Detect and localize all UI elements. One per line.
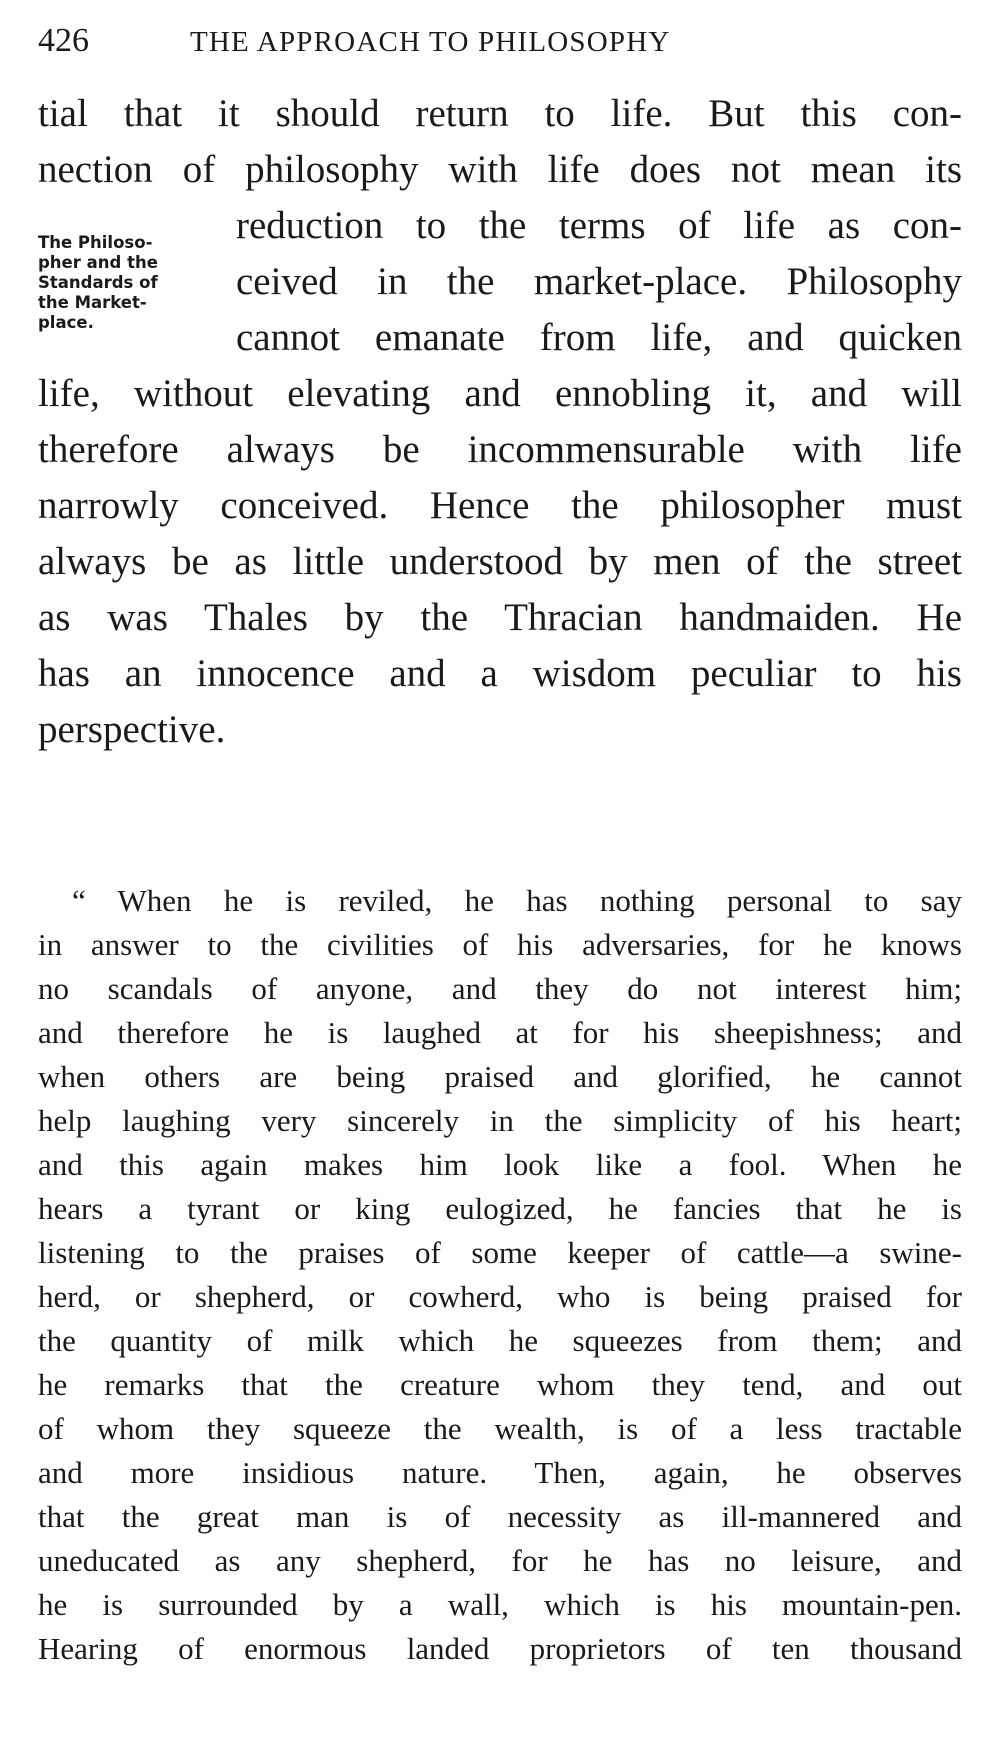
text-line: nection of philosophy with life does not mean its	[38, 148, 962, 191]
text-line: ceived in the market-place. Philosophy	[236, 260, 962, 303]
text-line: always be as little understood by men of the street	[38, 540, 962, 583]
page-header	[38, 22, 938, 62]
quote-line: help laughing very sincerely in the simplicity of his heart;	[38, 1103, 962, 1138]
quote-line: when others are being praised and glorified, he cannot	[38, 1059, 962, 1094]
quote-line: in answer to the civilities of his adversaries, for he knows	[38, 927, 962, 962]
quote-line: listening to the praises of some keeper of cattle—a swine-	[38, 1235, 962, 1270]
quote-line: and this again makes him look like a fool. When he	[38, 1147, 962, 1182]
quote-line: Hearing of enormous landed proprietors of ten thousand	[38, 1631, 962, 1666]
marginal-note-line: Standards of	[38, 273, 158, 292]
text-line: as was Thales by the Thracian handmaiden. He	[38, 596, 962, 639]
quote-line: and therefore he is laughed at for his sheepishness; and	[38, 1015, 962, 1050]
text-line: perspective.	[38, 708, 226, 751]
page-number: 426	[38, 22, 89, 59]
text-line: has an innocence and a wisdom peculiar to his	[38, 652, 962, 695]
text-line: cannot emanate from life, and quicken	[236, 316, 962, 359]
text-line: therefore always be incommensurable with life	[38, 428, 962, 471]
text-line: life, without elevating and ennobling it, and will	[38, 372, 962, 415]
quote-line: of whom they squeeze the wealth, is of a less tractable	[38, 1411, 962, 1446]
quote-line: that the great man is of necessity as ill-mannered and	[38, 1499, 962, 1534]
text-line: narrowly conceived. Hence the philosopher must	[38, 484, 962, 527]
block-quote	[38, 880, 962, 1666]
running-head: THE APPROACH TO PHILOSOPHY	[190, 26, 671, 58]
marginal-note-line: pher and the	[38, 253, 158, 272]
quote-line: he is surrounded by a wall, which is his mountain-pen.	[38, 1587, 962, 1622]
quote-line: herd, or shepherd, or cowherd, who is being praised for	[38, 1279, 962, 1314]
marginal-note-line: The Philoso-	[38, 233, 153, 252]
quote-line: uneducated as any shepherd, for he has no leisure, and	[38, 1543, 962, 1578]
quote-line: the quantity of milk which he squeezes from them; and	[38, 1323, 962, 1358]
quote-line: hears a tyrant or king eulogized, he fancies that he is	[38, 1191, 962, 1226]
marginal-note-line: place.	[38, 313, 94, 332]
text-line: reduction to the terms of life as con-	[236, 204, 962, 247]
quote-line: and more insidious nature. Then, again, he observes	[38, 1455, 962, 1490]
main-paragraph	[38, 88, 962, 751]
text-line: tial that it should return to life. But this con-	[38, 92, 962, 135]
quote-line: no scandals of anyone, and they do not interest him;	[38, 971, 962, 1006]
marginal-note-line: the Market-	[38, 293, 147, 312]
quote-line: he remarks that the creature whom they tend, and out	[38, 1367, 962, 1402]
quote-line: “ When he is reviled, he has nothing personal to say	[72, 883, 962, 918]
